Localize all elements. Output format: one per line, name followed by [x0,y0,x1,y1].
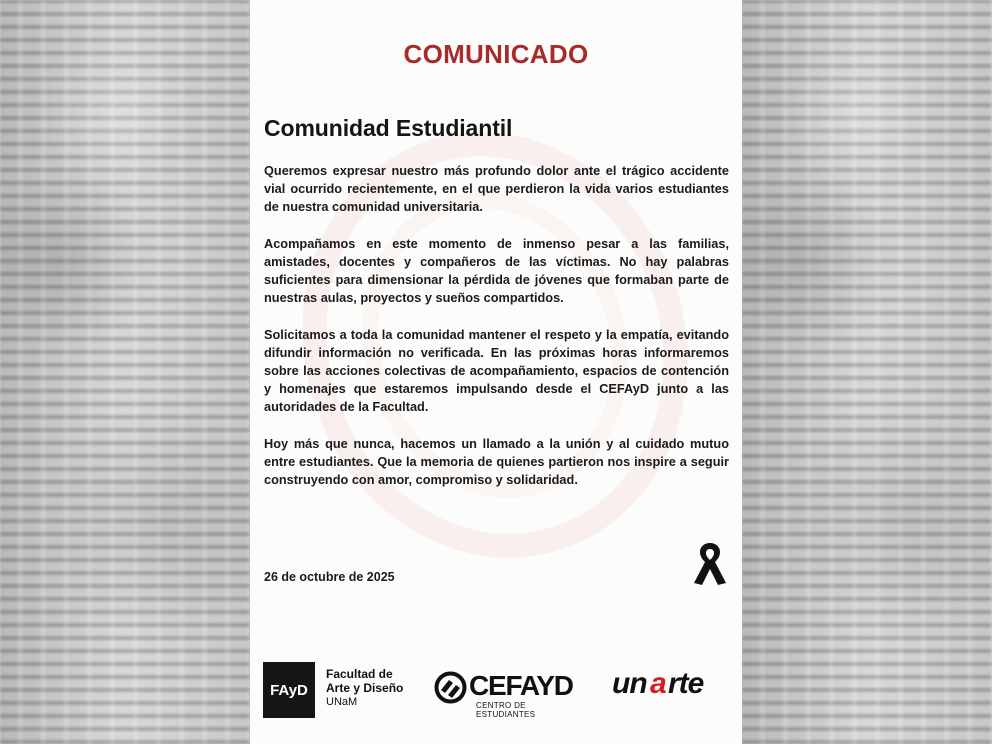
svg-text:un: un [612,667,647,700]
document-body [264,162,729,508]
black-ribbon-icon [692,540,728,586]
paragraph-3: Solicitamos a toda la comunidad mantener el respeto y la empatía, evitando difundir información no verificada. En las próximas horas informaremos sobre las acciones colectivas de acompañamiento, espacios de contención y homenajes que estaremos impulsando desde el CEFAyD junto a las autoridades de la Facultad. [264,327,729,414]
cefayd-subtitle-line-2: ESTUDIANTES [476,710,536,719]
svg-text:a: a [650,667,667,700]
cefayd-logo [434,668,573,719]
fayd-logo-badge: FAyD [263,662,315,718]
fayd-line-3: UNaM [326,696,358,708]
unarte-logo [610,665,720,701]
cefayd-subtitle [476,701,535,719]
left-blurred-newspaper-background [0,0,250,744]
communique-document [250,0,742,744]
fayd-line-1: Facultad de [326,667,393,681]
cefayd-subtitle-line-1: CENTRO DE [476,701,526,710]
document-date: 26 de octubre de 2025 [264,570,395,584]
right-blurred-newspaper-background [742,0,992,744]
fayd-logo-text [326,667,446,709]
cefayd-mark-icon [434,671,467,704]
paragraph-4: Hoy más que nunca, hacemos un llamado a la unión y al cuidado mutuo entre estudiantes. Que la memoria de quienes partieron nos inspire a seguir construyendo con amor, compromiso y solidaridad. [264,436,729,487]
footer-logos [250,654,742,744]
paragraph-2: Acompañamos en este momento de inmenso pesar a las familias, amistades, docentes y compañeros de las víctimas. No hay palabras suficientes para dimensionar la pérdida de jóvenes que formaban parte de nuestras aulas, proyectos y sueños compartidos. [264,236,729,305]
document-title: COMUNICADO [403,39,589,69]
paragraph-1: Queremos expresar nuestro más profundo dolor ante el trágico accidente vial ocurrido recientemente, en el que perdieron la vida varios estudiantes de nuestra comunidad universitaria. [264,163,729,214]
document-heading: Comunidad Estudiantil [264,115,513,141]
svg-text:rte: rte [668,667,704,700]
fayd-line-2: Arte y Diseño [326,681,404,695]
cefayd-name: CEFAYD [469,670,573,701]
